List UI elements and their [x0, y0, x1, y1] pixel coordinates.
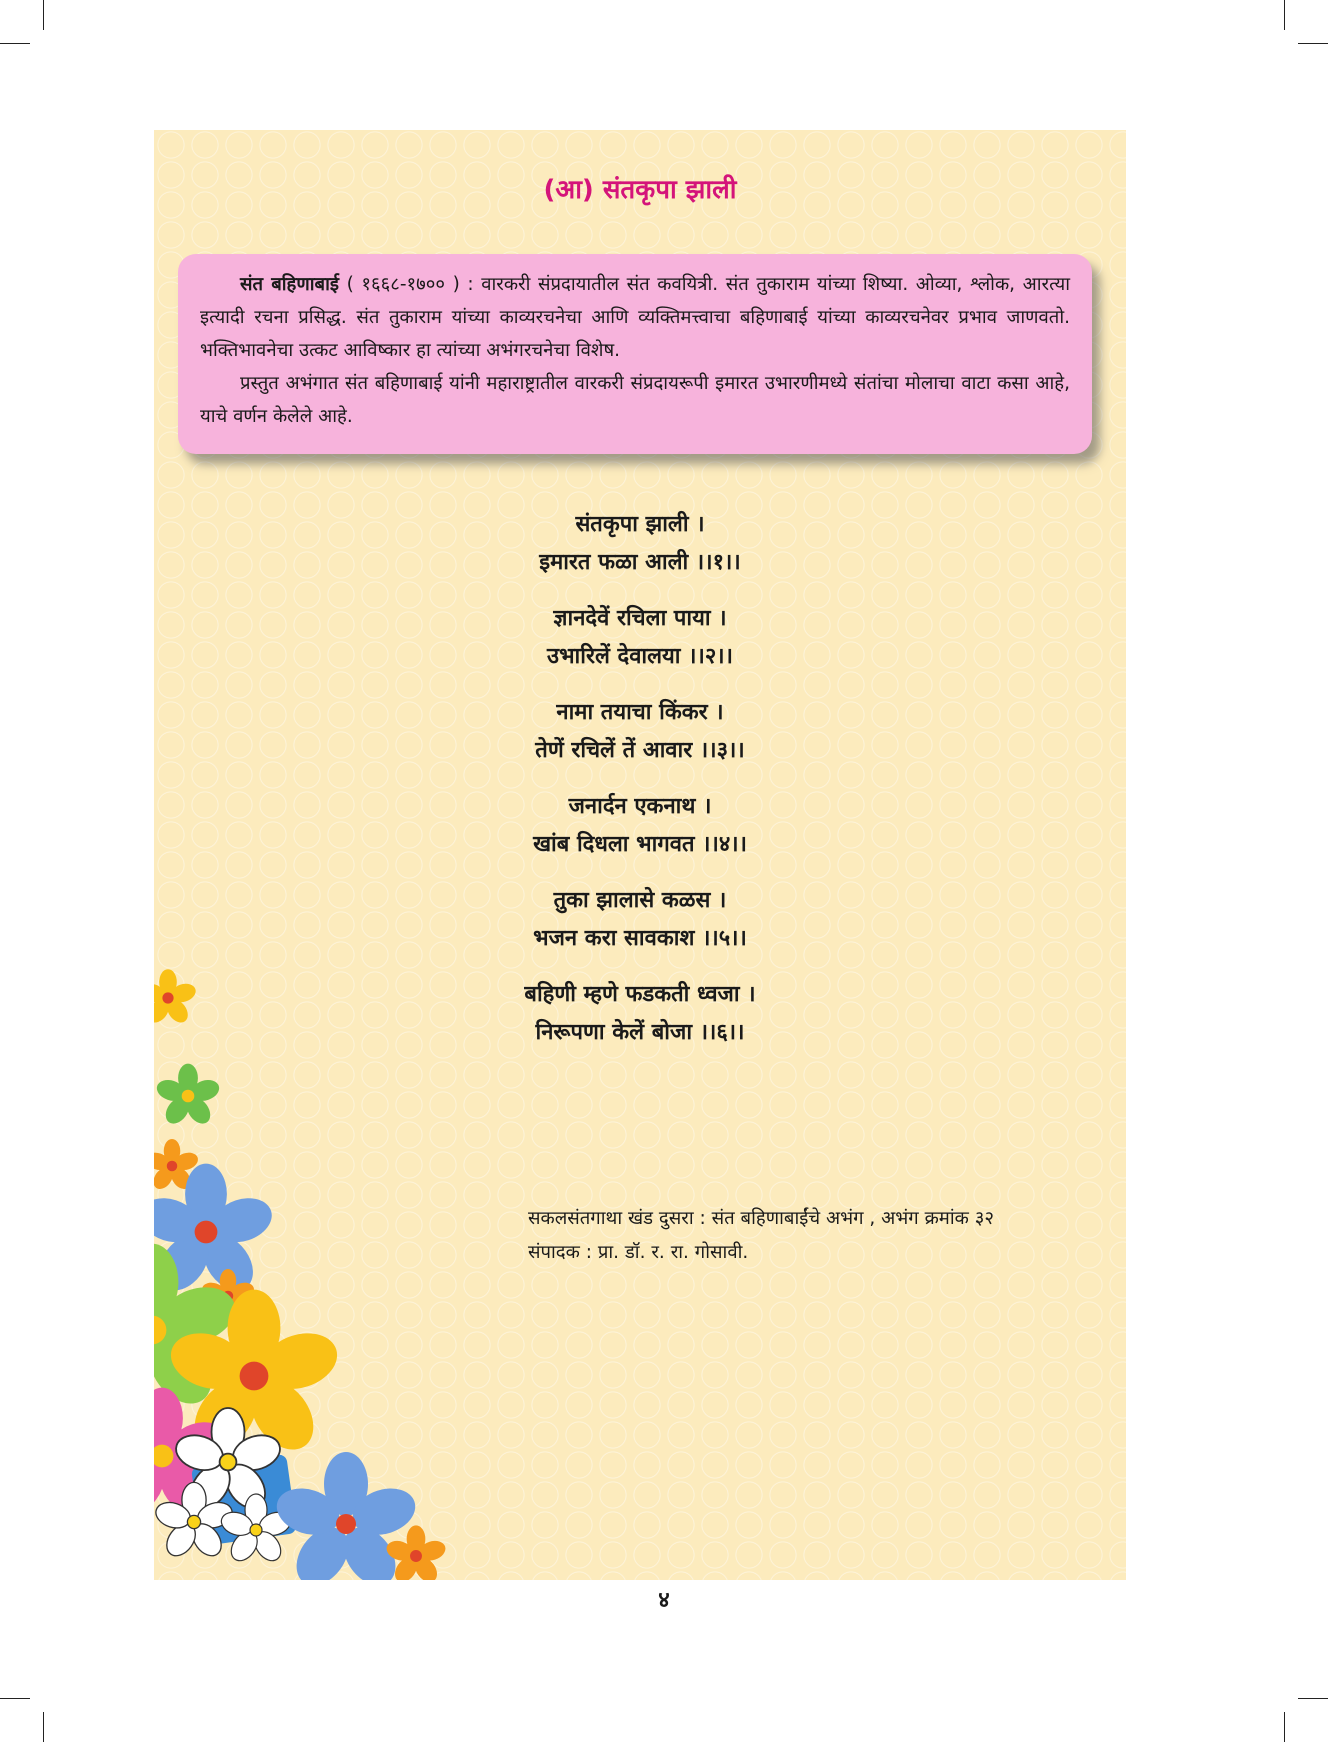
- poem-title: (आ) संतकृपा झाली: [543, 175, 737, 205]
- poem-line: संतकृपा झाली ।: [575, 512, 705, 537]
- poem-line: इमारत फळा आली ।।१।।: [539, 550, 741, 575]
- crop-mark: [0, 43, 30, 44]
- poem-line: जनार्दन एकनाथ ।: [568, 794, 712, 819]
- crop-mark: [1298, 1698, 1328, 1699]
- poem-line: तुका झालासे कळस ।: [553, 888, 727, 913]
- flower-icon: [154, 969, 198, 1026]
- crop-mark: [43, 0, 44, 30]
- intro-text: ( १६६८-१७०० ) : वारकरी संप्रदायातील संत कवयित्री. संत तुकाराम यांच्या शिष्या. ओव्या, श्लोक, आरत्या इत्यादी रचना प्रसिद्ध. संत तुकाराम यांच्या काव्यरचनेचा आणि व्यक्तिमत्त्वाचा बहिणाबाई यांच्या काव्यरचनेवर प्रभाव जाणवतो. भक्तिभावनेचा उत्कट आविष्कार हा त्यांच्या अभंगरचनेचा विशेष.: [200, 274, 1070, 361]
- poem-line: निरूपणा केलें बोजा ।।६।।: [535, 1020, 745, 1045]
- intro-paragraph: प्रस्तुत अभंगात संत बहिणाबाई यांनी महाराष्ट्रातील वारकरी संप्रदायरूपी इमारत उभारणीमध्ये संतांचा मोलाचा वाटा कसा आहे, याचे वर्णन केलेले आहे.: [200, 373, 1070, 427]
- poem-line: बहिणी म्हणे फडकती ध्वजा ।: [524, 982, 756, 1007]
- poem-line: खांब दिधला भागवत ।।४।।: [533, 832, 747, 857]
- poem-line: ज्ञानदेवें रचिला पाया ।: [553, 606, 727, 631]
- crop-mark: [1284, 1712, 1285, 1742]
- poem-line: उभारिलें देवालया ।।२।।: [547, 644, 733, 669]
- source-line: सकलसंतगाथा खंड दुसरा : संत बहिणाबाईंचे अभंग , अभंग क्रमांक ३२: [528, 1208, 994, 1229]
- crop-mark: [0, 1698, 30, 1699]
- flower-decoration: [154, 130, 1126, 1580]
- page-panel: [154, 130, 1126, 1580]
- crop-mark: [43, 1712, 44, 1742]
- page-number: ४: [658, 1588, 670, 1613]
- poem-line: तेणें रचिलें तें आवार ।।३।।: [535, 738, 745, 763]
- flower-icon: [271, 1452, 422, 1580]
- author-name: संत बहिणाबाई: [240, 274, 339, 295]
- editor-line: संपादक : प्रा. डॉ. र. रा. गोसावी.: [528, 1242, 749, 1263]
- poem-line: नामा तयाचा किंकर ।: [556, 700, 724, 725]
- flower-icon: [154, 1064, 222, 1128]
- crop-mark: [1298, 43, 1328, 44]
- crop-mark: [1284, 0, 1285, 30]
- poem-line: भजन करा सावकाश ।।५।।: [533, 926, 747, 951]
